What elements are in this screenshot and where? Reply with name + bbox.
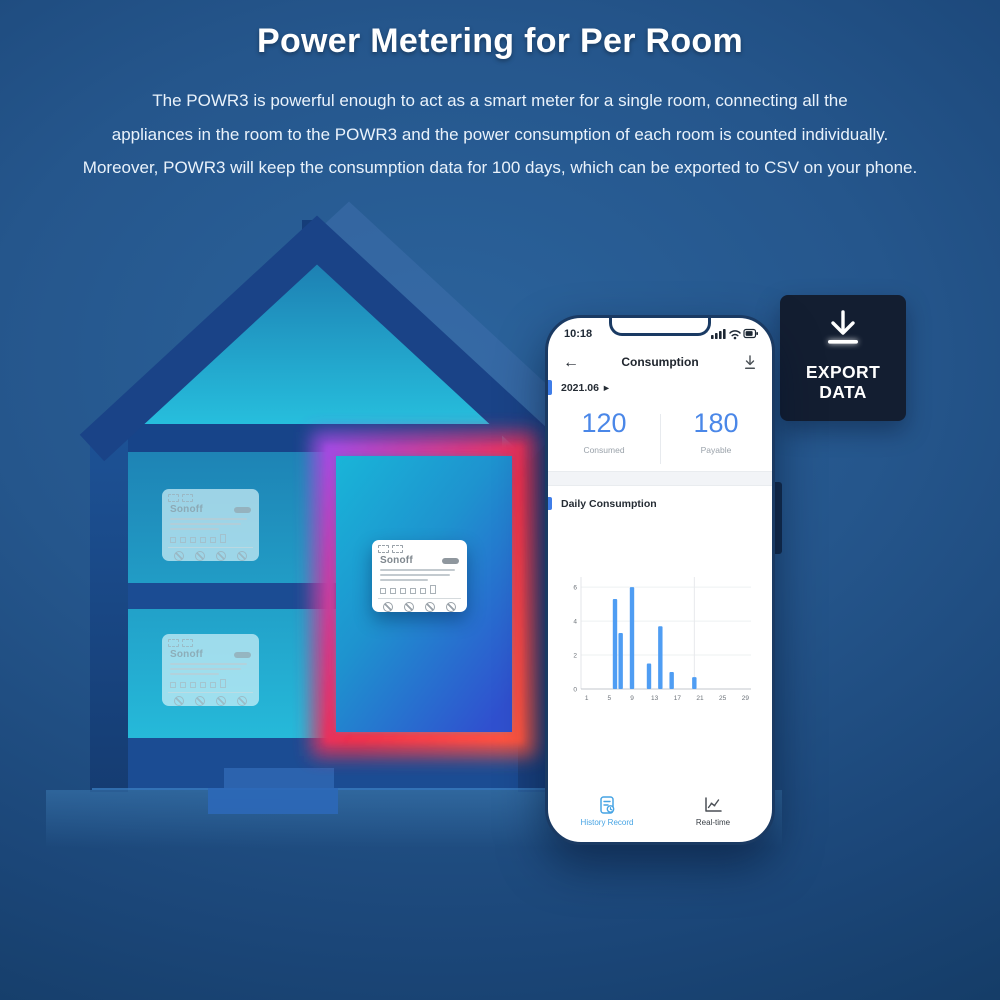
phone-mockup xyxy=(545,315,775,845)
month-accent-bar xyxy=(548,380,552,395)
tab-history-record-label: History Record xyxy=(580,818,634,827)
status-icons xyxy=(711,327,759,340)
stat-payable xyxy=(660,408,772,470)
history-record-icon xyxy=(597,795,617,815)
device-logo: Sonoff xyxy=(170,504,203,515)
payable-value: 180 xyxy=(693,408,739,438)
device-label-pill xyxy=(234,507,251,513)
device-logo: Sonoff xyxy=(170,649,203,660)
tab-real-time[interactable] xyxy=(677,795,749,827)
powr3-device-room1 xyxy=(162,489,259,561)
page-title: Power Metering for Per Room xyxy=(256,22,744,60)
svg-text:6: 6 xyxy=(573,584,577,592)
device-label-pill xyxy=(234,652,251,658)
wifi-dot xyxy=(734,337,737,340)
hero-line-1: The POWR3 is powerful enough to act as a smart meter for a single room, connecting all the xyxy=(152,91,848,110)
wifi-icon xyxy=(730,331,740,336)
device-cert-icons xyxy=(170,534,251,543)
device-screw-terminals xyxy=(168,547,253,561)
svg-text:4: 4 xyxy=(573,618,577,626)
svg-text:0: 0 xyxy=(573,686,577,694)
stats-row xyxy=(548,408,772,470)
month-label: 2021.06 xyxy=(561,382,599,394)
nav-bar xyxy=(548,351,772,375)
hero-line-2: appliances in the room to the POWR3 and the power consumption of each room is counted individually. xyxy=(111,124,889,144)
export-label-line1: EXPORT xyxy=(805,362,881,382)
screen-title: Consumption xyxy=(621,355,699,369)
svg-text:17: 17 xyxy=(673,695,681,702)
tab-real-time-label: Real-time xyxy=(695,818,731,827)
hero-line-3: Moreover, POWR3 will keep the consumption data for 100 days, which can be exported to CSV on your phone. xyxy=(82,158,918,177)
left-wall xyxy=(90,426,128,792)
svg-text:21: 21 xyxy=(696,695,704,702)
device-label-pill xyxy=(442,558,459,564)
svg-text:5: 5 xyxy=(607,695,612,702)
device-screw-terminals xyxy=(168,692,253,706)
battery-icon xyxy=(744,330,758,338)
svg-text:9: 9 xyxy=(630,695,634,702)
phone-notch xyxy=(609,318,711,336)
device-terminal-icons xyxy=(378,545,461,553)
powr3-device-highlighted xyxy=(372,540,467,612)
device-cert-icons xyxy=(170,679,251,688)
section-title: Daily Consumption xyxy=(561,498,657,510)
section-separator xyxy=(548,471,772,486)
svg-text:2: 2 xyxy=(573,652,577,660)
status-time: 10:18 xyxy=(564,327,593,340)
device-logo: Sonoff xyxy=(380,555,413,566)
signal-icon xyxy=(711,329,726,339)
export-label-line2: DATA xyxy=(819,382,867,402)
bottom-tab-bar xyxy=(548,795,772,827)
device-screw-terminals xyxy=(378,598,461,612)
daily-consumption-chart xyxy=(564,570,756,706)
step-lower xyxy=(208,788,338,814)
powr3-device-room2 xyxy=(162,634,259,706)
svg-text:29: 29 xyxy=(741,695,749,702)
download-icon xyxy=(819,307,867,353)
svg-text:25: 25 xyxy=(719,695,727,702)
svg-text:13: 13 xyxy=(651,695,659,702)
step-upper xyxy=(224,768,334,788)
svg-text:1: 1 xyxy=(584,695,589,702)
chevron-right-icon: ▶ xyxy=(603,385,609,392)
export-data-callout xyxy=(780,295,906,421)
device-terminal-icons xyxy=(168,494,253,502)
payable-label: Payable xyxy=(700,445,732,455)
consumed-value: 120 xyxy=(581,408,627,438)
device-cert-icons xyxy=(380,585,459,594)
consumed-label: Consumed xyxy=(583,445,625,455)
stats-divider xyxy=(660,414,661,464)
month-selector[interactable] xyxy=(561,382,609,394)
realtime-chart-icon xyxy=(703,795,723,815)
device-terminal-icons xyxy=(168,639,253,647)
stat-consumed xyxy=(548,408,660,470)
download-icon[interactable] xyxy=(743,354,757,371)
app-screen xyxy=(548,318,772,842)
tab-history-record[interactable] xyxy=(571,795,643,827)
section-accent-bar xyxy=(548,497,552,510)
back-arrow-icon[interactable]: ← xyxy=(563,354,579,371)
